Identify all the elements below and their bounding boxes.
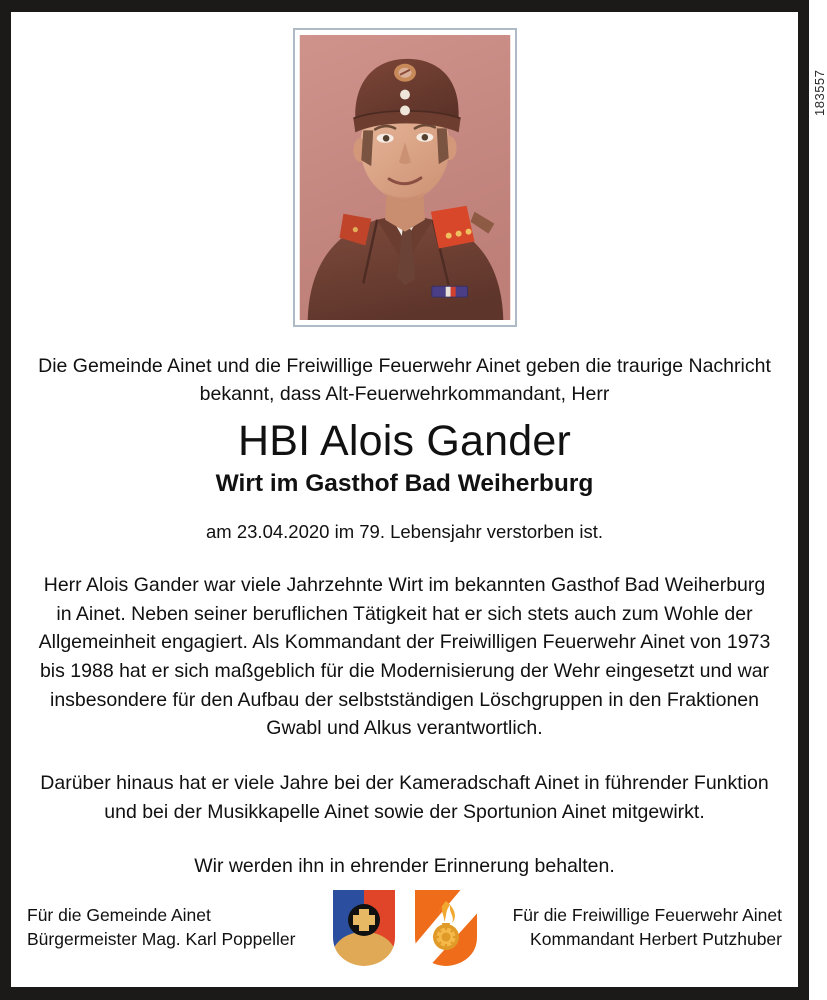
crest-group bbox=[315, 887, 495, 969]
obituary-paragraph-1: Herr Alois Gander war viele Jahrzehnte Wirt im bekannten Gasthof Bad Weiherburg in Ainet. Neben seiner beruflichen Tätigkeit hat er sich stets auch zum Wohle der Allgemeinheit engagiert. Als Kommandant der Freiwilligen Feuerwehr Ainet von 1973 bis 1988 hat er sich maßgeblich für die Modernisierung der Wehr eingesetzt und war insbesondere für den Aufbau der selbstständigen Löschgruppen in den Fraktionen Gwabl und Alkus verantwortlich. bbox=[38, 573, 771, 740]
signature-fire-brigade-line-1: Für die Freiwillige Feuerwehr Ainet bbox=[512, 905, 782, 926]
death-date-line: am 23.04.2020 im 79. Lebensjahr verstorben ist. bbox=[206, 520, 603, 542]
signature-fire-brigade bbox=[495, 904, 783, 951]
signature-footer bbox=[11, 887, 798, 969]
signature-fire-brigade-line-2: Kommandant Herbert Putzhuber bbox=[530, 929, 782, 949]
portrait-container bbox=[293, 12, 517, 327]
signature-municipality-line-2: Bürgermeister Mag. Karl Poppeller bbox=[27, 929, 296, 949]
signature-municipality bbox=[27, 904, 315, 951]
signature-municipality-line-1: Für die Gemeinde Ainet bbox=[27, 905, 211, 926]
portrait-photo bbox=[300, 35, 510, 320]
deceased-name: HBI Alois Gander bbox=[237, 417, 572, 466]
notice-content bbox=[11, 353, 798, 881]
coat-of-arms-ainet-icon bbox=[329, 887, 399, 969]
deceased-role: Wirt im Gasthof Bad Weiherburg bbox=[215, 469, 594, 497]
notice-page bbox=[11, 12, 827, 987]
reference-number: 183557 bbox=[812, 69, 827, 116]
coat-of-arms-fire-brigade-icon bbox=[411, 887, 481, 969]
intro-text: Die Gemeinde Ainet und die Freiwillige Feuerwehr Ainet geben die traurige Nachricht bekannt, dass Alt-Feuerwehrkommandant, Herr bbox=[38, 355, 771, 405]
portrait-frame bbox=[293, 28, 517, 327]
obituary-paragraph-3: Wir werden ihn in ehrender Erinnerung behalten. bbox=[194, 855, 615, 878]
obituary-paragraph-2: Darüber hinaus hat er viele Jahre bei der Kameradschaft Ainet in führender Funktion und bei der Musikkapelle Ainet sowie der Sportunion Ainet mitgewirkt. bbox=[40, 771, 769, 823]
